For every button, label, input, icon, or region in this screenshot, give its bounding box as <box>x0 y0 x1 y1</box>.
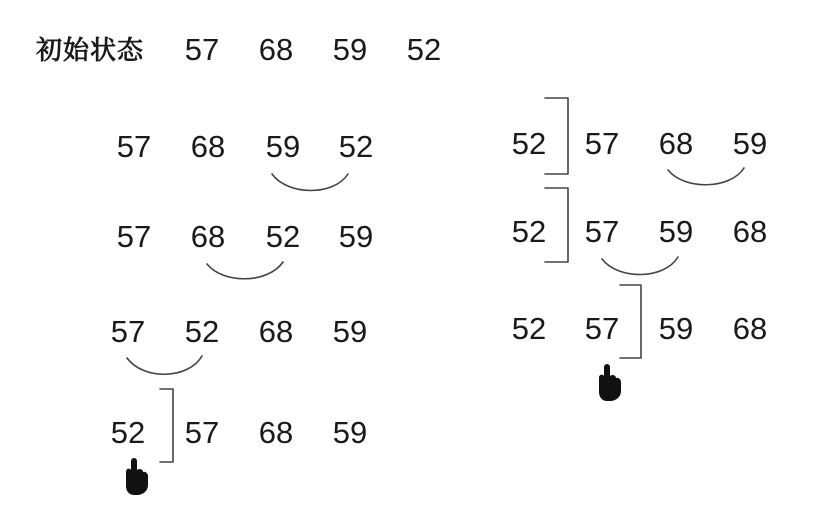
left-row4-value-2: 57 <box>184 415 220 450</box>
initial-value-2: 68 <box>258 32 294 67</box>
left-row2-value-1: 57 <box>116 219 152 254</box>
initial-value-3: 59 <box>332 32 368 67</box>
left-row3-value-4: 59 <box>332 314 368 349</box>
left-row1-value-2: 68 <box>190 129 226 164</box>
sorted-bracket-left-row4 <box>160 389 173 462</box>
pointing-hand-icon <box>126 458 148 495</box>
left-row4-value-1: 52 <box>110 415 146 450</box>
compare-arc-right-row2 <box>602 257 678 275</box>
compare-arc-left-row1 <box>272 174 348 191</box>
left-row2-value-3: 52 <box>265 219 301 254</box>
left-row4-value-3: 68 <box>258 415 294 450</box>
left-row1-value-1: 57 <box>116 129 152 164</box>
right-row3-value-3: 59 <box>658 311 694 346</box>
right-row2-value-2: 57 <box>584 214 620 249</box>
left-row2-value-2: 68 <box>190 219 226 254</box>
left-row2-value-4: 59 <box>338 219 374 254</box>
sorted-bracket-right-row3 <box>620 285 641 358</box>
right-row3-value-2: 57 <box>584 311 620 346</box>
left-row3-value-2: 52 <box>184 314 220 349</box>
left-row3-value-1: 57 <box>110 314 146 349</box>
left-row3-value-3: 68 <box>258 314 294 349</box>
right-row1-value-2: 57 <box>584 126 620 161</box>
right-row3-value-4: 68 <box>732 311 768 346</box>
compare-arc-right-row1 <box>668 168 744 185</box>
right-row1-value-1: 52 <box>511 126 547 161</box>
right-row2-value-1: 52 <box>511 214 547 249</box>
right-row1-value-3: 68 <box>658 126 694 161</box>
initial-value-1: 57 <box>184 32 220 67</box>
pointing-hand-icon <box>599 364 621 401</box>
right-row2-value-3: 59 <box>658 214 694 249</box>
left-row1-value-3: 59 <box>265 129 301 164</box>
right-row3-value-1: 52 <box>511 311 547 346</box>
left-row4-value-4: 59 <box>332 415 368 450</box>
right-row1-value-4: 59 <box>732 126 768 161</box>
sorted-bracket-right-row1 <box>545 98 568 174</box>
compare-arc-left-row2 <box>207 262 283 279</box>
left-row1-value-4: 52 <box>338 129 374 164</box>
sorted-bracket-right-row2 <box>545 188 568 262</box>
initial-value-4: 52 <box>406 32 442 67</box>
compare-arc-left-row3 <box>127 356 202 374</box>
right-row2-value-4: 68 <box>732 214 768 249</box>
title-initial-state: 初始状态 <box>36 36 145 66</box>
